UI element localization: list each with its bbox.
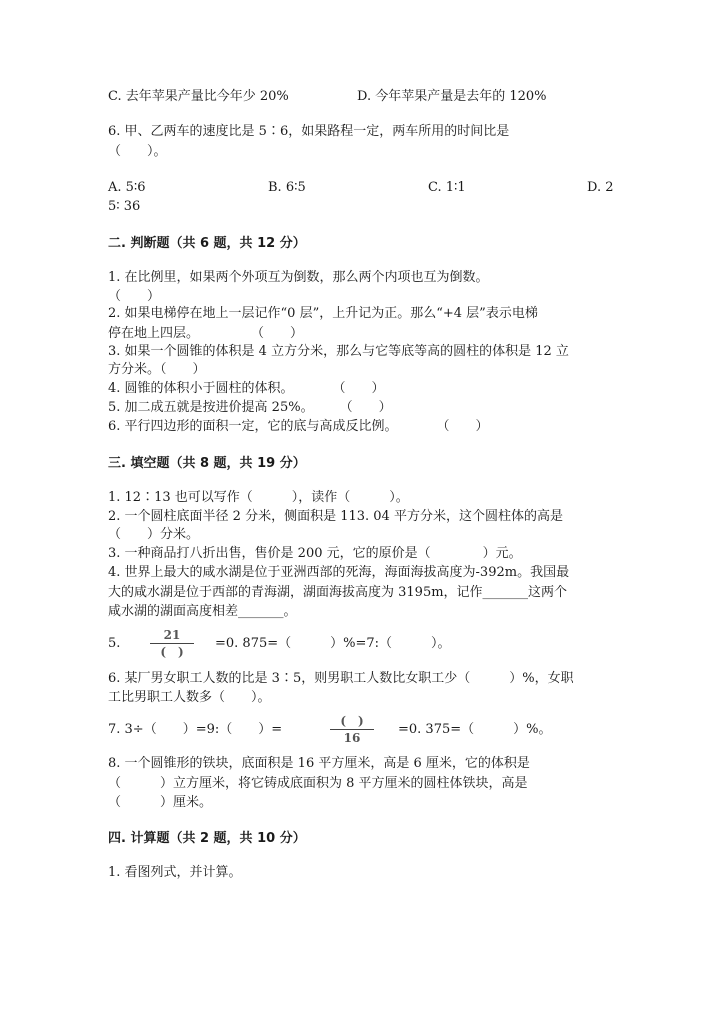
fill-q8-line2: （ ）立方厘米，将它铸成底面积为 8 平方厘米的圆柱体铁块，高是 — [108, 776, 528, 791]
judge-line: 6. 平行四边形的面积一定，它的底与高成反比例。 （ ） — [108, 419, 489, 434]
fraction-denominator: ( ) — [160, 645, 184, 659]
q6-option-a: A. 5∶6 — [108, 180, 146, 195]
q6-option-d: D. 2 — [587, 180, 614, 195]
fill-q6-line1: 6. 某厂男女职工人数的比是 3∶5，则男职工人数比女职工少（ ）%，女职 — [108, 671, 574, 686]
judge-line: （ ） — [108, 289, 161, 304]
fill-q5-rest: =0. 875=（ ）%=7:（ ）。 — [215, 636, 451, 651]
judge-line: 方分米。（ ） — [108, 362, 206, 377]
fill-q5-label: 5. — [108, 636, 121, 651]
judge-line: 2. 如果电梯停在地上一层记作“0 层”，上升记为正。那么“+4 层”表示电梯 — [108, 306, 538, 321]
q5-option-d: D. 今年苹果产量是去年的 120% — [357, 89, 547, 104]
section-3-title: 三. 填空题（共 8 题，共 19 分） — [108, 456, 306, 471]
fraction-bar — [150, 643, 194, 644]
fill-q7-prefix: 7. 3÷（ ）=9:（ ）= — [108, 722, 283, 737]
fill-line: 1. 12∶13 也可以写作（ ），读作（ ）。 — [108, 490, 409, 505]
judge-line: 停在地上四层。 （ ） — [108, 326, 304, 341]
q6-option-c: C. 1∶1 — [428, 180, 466, 195]
fill-q6-line2: 工比男职工人数多（ ）。 — [108, 690, 271, 705]
q6-option-b: B. 6∶5 — [268, 180, 306, 195]
fraction-blank-over-16 — [330, 714, 374, 745]
fill-line: （ ）分米。 — [108, 527, 200, 542]
judge-line: 1. 在比例里，如果两个外项互为倒数，那么两个内项也互为倒数。 — [108, 270, 489, 285]
fraction-denominator: 16 — [343, 731, 361, 745]
fill-line: 咸水湖的湖面高度相差_______。 — [108, 604, 297, 619]
q5-option-c: C. 去年苹果产量比今年少 20% — [108, 89, 289, 104]
fill-q7-rest: =0. 375=（ ）%。 — [398, 722, 552, 737]
q6-stem-line2: （ ）。 — [108, 144, 167, 159]
fill-line: 4. 世界上最大的咸水湖是位于亚洲西部的死海，海面海拔高度为-392m。我国最 — [108, 565, 570, 580]
fraction-numerator: 21 — [163, 628, 181, 642]
section-2-title: 二. 判断题（共 6 题，共 12 分） — [108, 236, 306, 251]
judge-line: 4. 圆锥的体积小于圆柱的体积。 （ ） — [108, 381, 385, 396]
judge-line: 3. 如果一个圆锥的体积是 4 立方分米，那么与它等底等高的圆柱的体积是 12 立 — [108, 344, 569, 359]
fill-q8-line1: 8. 一个圆锥形的铁块，底面积是 16 平方厘米，高是 6 厘米，它的体积是 — [108, 756, 530, 771]
fill-q8-line3: （ ）厘米。 — [108, 795, 213, 810]
q6-stem-line1: 6. 甲、乙两车的速度比是 5∶6，如果路程一定，两车所用的时间比是 — [108, 124, 510, 139]
fill-line: 大的咸水湖是位于西部的青海湖，湖面海拔高度为 3195m，记作_______这两个 — [108, 585, 568, 600]
fill-line: 2. 一个圆柱底面半径 2 分米，侧面积是 113. 04 平方分米，这个圆柱体的高是 — [108, 509, 563, 524]
section-4-title: 四. 计算题（共 2 题，共 10 分） — [108, 831, 306, 846]
fraction-numerator: ( ) — [340, 714, 364, 728]
fraction-bar — [330, 729, 374, 730]
calc-q1: 1. 看图列式，并计算。 — [108, 865, 242, 880]
q6-option-d-cont: 5∶ 36 — [108, 199, 141, 214]
fill-line: 3. 一种商品打八折出售，售价是 200 元，它的原价是（ ）元。 — [108, 546, 522, 561]
fraction-21-over-blank — [150, 628, 194, 659]
judge-line: 5. 加二成五就是按进价提高 25%。 （ ） — [108, 400, 392, 415]
